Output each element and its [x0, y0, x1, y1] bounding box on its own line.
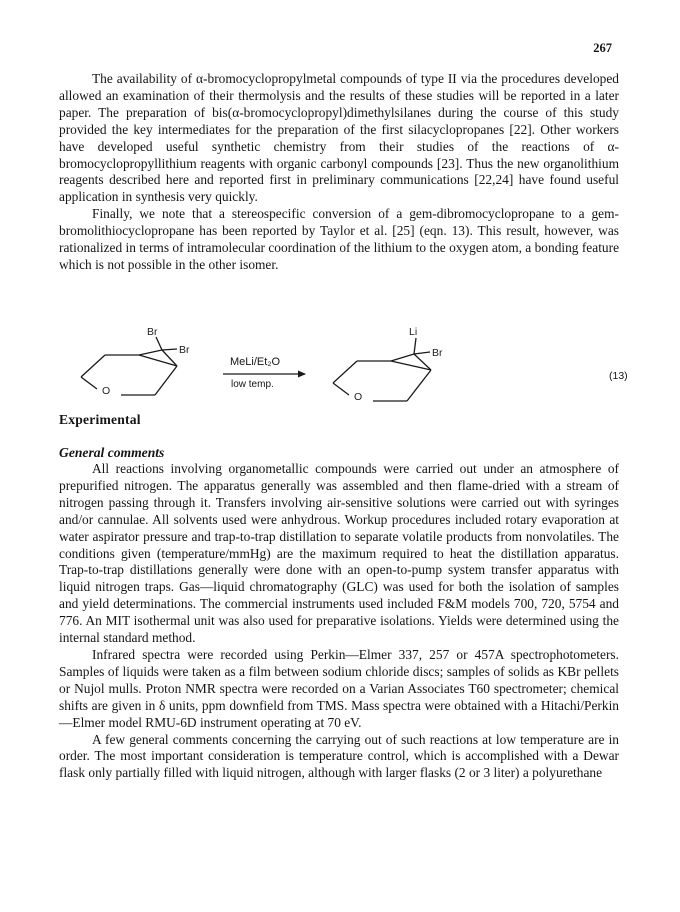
paragraph-stereospecific-conversion: Finally, we note that a stereospecific conversion of a gem-dibromocyclopropane to a gem-bromolithiocyclopropane has been reported by Taylor et al. [25] (eqn. 13). This result, however, was rationalized in terms of intramolecular coordination of the lithium to the oxygen atom, a bonding feature which is not possible in the other isomer. — [59, 206, 620, 272]
page-number: 267 — [593, 41, 612, 55]
reaction-reagent: MeLi/Et₂O — [230, 356, 281, 368]
product-structure — [333, 338, 431, 401]
section-heading-experimental: Experimental — [59, 412, 141, 427]
reactant-structure — [81, 337, 177, 395]
product-bromine-side: Br — [432, 347, 443, 359]
subsection-heading-general-comments: General comments — [59, 445, 165, 460]
equation-number: (13) — [609, 370, 628, 382]
product-oxygen: O — [354, 391, 363, 403]
reactant-bromine-side: Br — [179, 344, 190, 356]
reactant-bromine-top: Br — [147, 326, 158, 338]
paragraph-bromocyclopropylmetal: The availability of α-bromocyclopropylmetal compounds of type II via the procedures developed allowed an examination of their thermolysis and the results of these studies will be reported in a later paper. The preparation of bis(α-bromocyclopropyl)dimethylsilanes during the course of this study provided the key intermediates for the preparation of the first silacyclopropanes [22]. Other workers have developed useful synthetic chemistry from their studies of the reactions of α-bromocyclopropyllithium reagents with organic carbonyl compounds [23]. Thus the new organolithium reagents described here and reported first in preliminary communications [22,24] have found useful application in synthesis very quickly. — [59, 71, 619, 205]
reaction-structures — [59, 322, 659, 407]
paragraph-reaction-procedures: All reactions involving organometallic compounds were carried out under an atmosphere of prepurified nitrogen. The apparatus generally was assembled and then flame-dried with a stream of nitrogen passing through it. Transfers involving air-sensitive solutions were carried out with syringes and/or cannulae. All solvents used were anhydrous. Workup procedures included rotary evaporation at water aspirator pressure and trap-to-trap distillation to separate volatile products from nonvolatiles. The conditions given (temperature/mmHg) are the maximum required to heat the distillation apparatus. Trap-to-trap distillations generally were done with an open-to-pump system transfer apparatus with liquid nitrogen traps. Gas—liquid chromatography (GLC) was used for both the isolation of samples and yield determinations. The commercial instruments used included F&M models 700, 720, 5754 and 776. An MIT isothermal unit was also used for preparative isolations. Yields were determined using the internal standard method. — [59, 461, 619, 646]
reaction-scheme-13 — [59, 322, 659, 407]
paragraph-temperature-control: A few general comments concerning the carrying out of such reactions at low temperature are in order. The most important consideration is temperature control, which is accomplished with a Dewar flask only partially filled with liquid nitrogen, although with larger flasks (2 or 3 liter) a polyurethane — [59, 731, 619, 781]
product-lithium-top: Li — [409, 326, 418, 338]
intro-text — [59, 71, 619, 274]
reaction-arrowhead — [298, 371, 306, 378]
experimental-text — [59, 461, 619, 782]
paragraph-spectroscopy: Infrared spectra were recorded using Perkin—Elmer 337, 257 or 457A spectrophotometers. Samples of liquids were taken as a film between sodium chloride discs; samples of solids as KBr pellets or Nujol mulls. Proton NMR spectra were recorded on a Varian Associates T60 spectrometer; chemical shifts are given in δ units, ppm downfield from TMS. Mass spectra were obtained with a Hitachi/Perkin—Elmer model RMU-6D instrument operating at 70 eV. — [59, 646, 619, 730]
reactant-oxygen: O — [102, 385, 111, 397]
reaction-condition: low temp. — [231, 379, 274, 390]
